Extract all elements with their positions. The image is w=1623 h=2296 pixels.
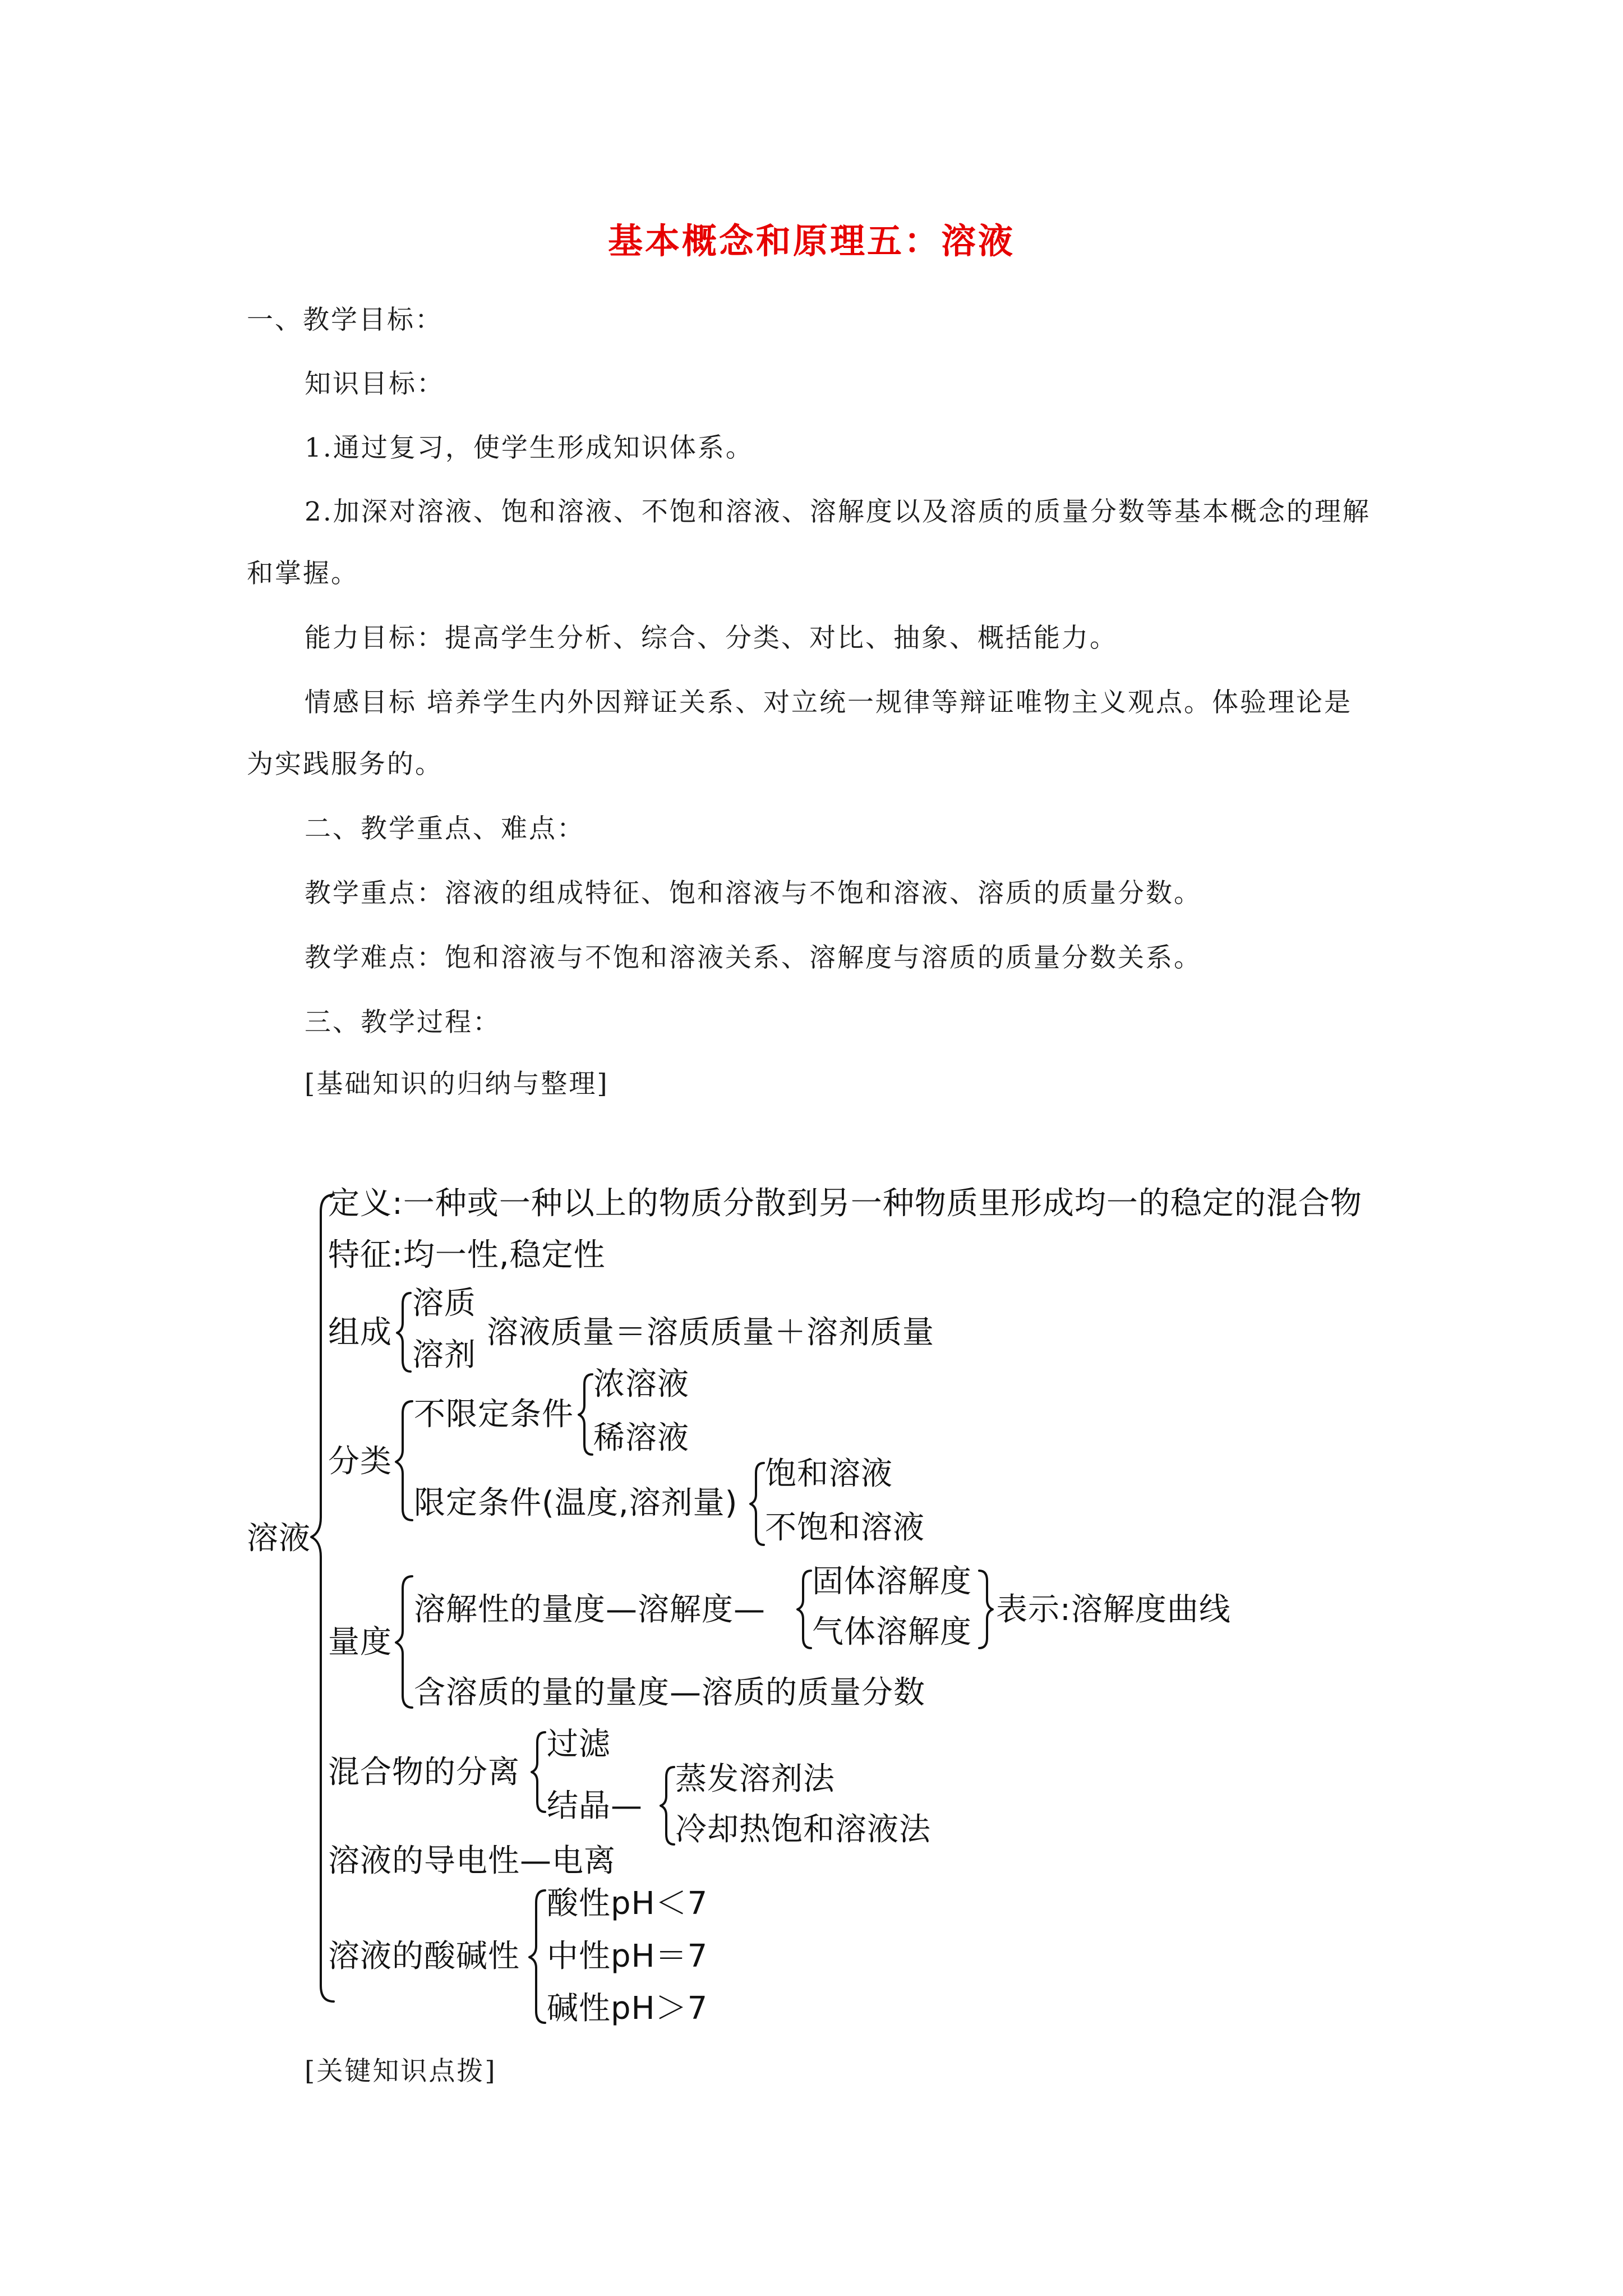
mindmap-composition-label: 组成 bbox=[328, 1314, 392, 1351]
ability-objective: 能力目标：提高学生分析、综合、分类、对比、抽象、概括能力。 bbox=[305, 623, 1118, 654]
document-title: 基本概念和原理五：溶液 bbox=[607, 220, 1015, 261]
mindmap-solute: 溶质 bbox=[412, 1285, 476, 1322]
limited-brace bbox=[750, 1463, 764, 1545]
mindmap-solvent: 溶剂 bbox=[412, 1337, 476, 1373]
mindmap-crystallization: 结晶— bbox=[547, 1788, 643, 1824]
mindmap-solubility-measure: 溶解性的量度—溶解度— bbox=[414, 1591, 766, 1628]
mindmap-gas-solubility: 气体溶解度 bbox=[812, 1614, 972, 1650]
mindmap-unlimited-condition: 不限定条件 bbox=[414, 1396, 574, 1433]
mindmap-cooling-method: 冷却热饱和溶液法 bbox=[675, 1811, 931, 1848]
section-heading-objectives: 一、教学目标： bbox=[247, 305, 443, 335]
mindmap-saturated-solution: 饱和溶液 bbox=[765, 1456, 893, 1492]
mindmap-acidity-label: 溶液的酸碱性 bbox=[328, 1938, 520, 1975]
emotion-objective: 情感目标 培养学生内外因辩证关系、对立统一规律等辩证唯物主义观点。体验理论是 bbox=[305, 687, 1352, 718]
mindmap-concentrated-solution: 浓溶液 bbox=[593, 1366, 689, 1402]
mindmap-mass-fraction: 含溶质的量的量度—溶质的质量分数 bbox=[414, 1674, 925, 1711]
mindmap-measure-label: 量度 bbox=[328, 1624, 392, 1660]
measure-brace bbox=[396, 1576, 412, 1708]
solubility-brace bbox=[797, 1571, 811, 1648]
mindmap-acidic: 酸性pH＜7 bbox=[547, 1885, 708, 1922]
objective-item-2: 2.加深对溶液、饱和溶液、不饱和溶液、溶解度以及溶质的质量分数等基本概念的理解 bbox=[305, 496, 1371, 527]
basic-knowledge-heading: [基础知识的归纳与整理] bbox=[305, 1069, 609, 1099]
teaching-difficulty: 教学难点：饱和溶液与不饱和溶液关系、溶解度与溶质的质量分数关系。 bbox=[305, 942, 1202, 973]
mindmap-definition: 定义:一种或一种以上的物质分散到另一种物质里形成均一的稳定的混合物 bbox=[328, 1185, 1362, 1222]
mindmap-solubility-curve: 表示:溶解度曲线 bbox=[996, 1591, 1231, 1628]
objective-item-1: 1.通过复习，使学生形成知识体系。 bbox=[305, 432, 754, 463]
mindmap-dilute-solution: 稀溶液 bbox=[593, 1420, 689, 1456]
mindmap-conductivity: 溶液的导电性—电离 bbox=[328, 1843, 616, 1879]
section-heading-process: 三、教学过程： bbox=[305, 1007, 501, 1038]
mindmap-basic: 碱性pH＞7 bbox=[547, 1990, 708, 2027]
mindmap-filtration: 过滤 bbox=[547, 1726, 611, 1763]
unlimited-brace bbox=[579, 1374, 592, 1455]
mindmap-limited-condition: 限定条件(温度,溶剂量) bbox=[414, 1485, 738, 1521]
composition-brace bbox=[397, 1293, 411, 1372]
section-heading-key-points: 二、教学重点、难点： bbox=[305, 813, 585, 844]
teaching-focus: 教学重点：溶液的组成特征、饱和溶液与不饱和溶液、溶质的质量分数。 bbox=[305, 878, 1202, 909]
classification-brace bbox=[396, 1401, 412, 1520]
mindmap-evaporation-method: 蒸发溶剂法 bbox=[675, 1761, 835, 1797]
mindmap-neutral: 中性pH＝7 bbox=[547, 1938, 708, 1975]
mindmap-mass-formula: 溶液质量＝溶质质量＋溶剂质量 bbox=[487, 1314, 934, 1351]
mindmap-root-solution: 溶液 bbox=[247, 1520, 311, 1557]
objective-item-2-continued: 和掌握。 bbox=[247, 558, 359, 589]
crystallization-brace bbox=[661, 1767, 674, 1844]
mindmap-solid-solubility: 固体溶解度 bbox=[812, 1563, 972, 1600]
mindmap-separation-label: 混合物的分离 bbox=[328, 1754, 520, 1791]
knowledge-objective-label: 知识目标： bbox=[305, 369, 445, 399]
emotion-objective-continued: 为实践服务的。 bbox=[247, 749, 443, 780]
mindmap-feature: 特征:均一性,稳定性 bbox=[328, 1237, 606, 1273]
separation-brace bbox=[532, 1732, 545, 1812]
solubility-right-brace bbox=[979, 1571, 993, 1648]
mindmap-unsaturated-solution: 不饱和溶液 bbox=[765, 1510, 925, 1546]
key-knowledge-heading: [关键知识点拨] bbox=[305, 2056, 497, 2087]
mindmap-classification-label: 分类 bbox=[328, 1443, 392, 1480]
acidity-brace bbox=[529, 1890, 545, 2023]
